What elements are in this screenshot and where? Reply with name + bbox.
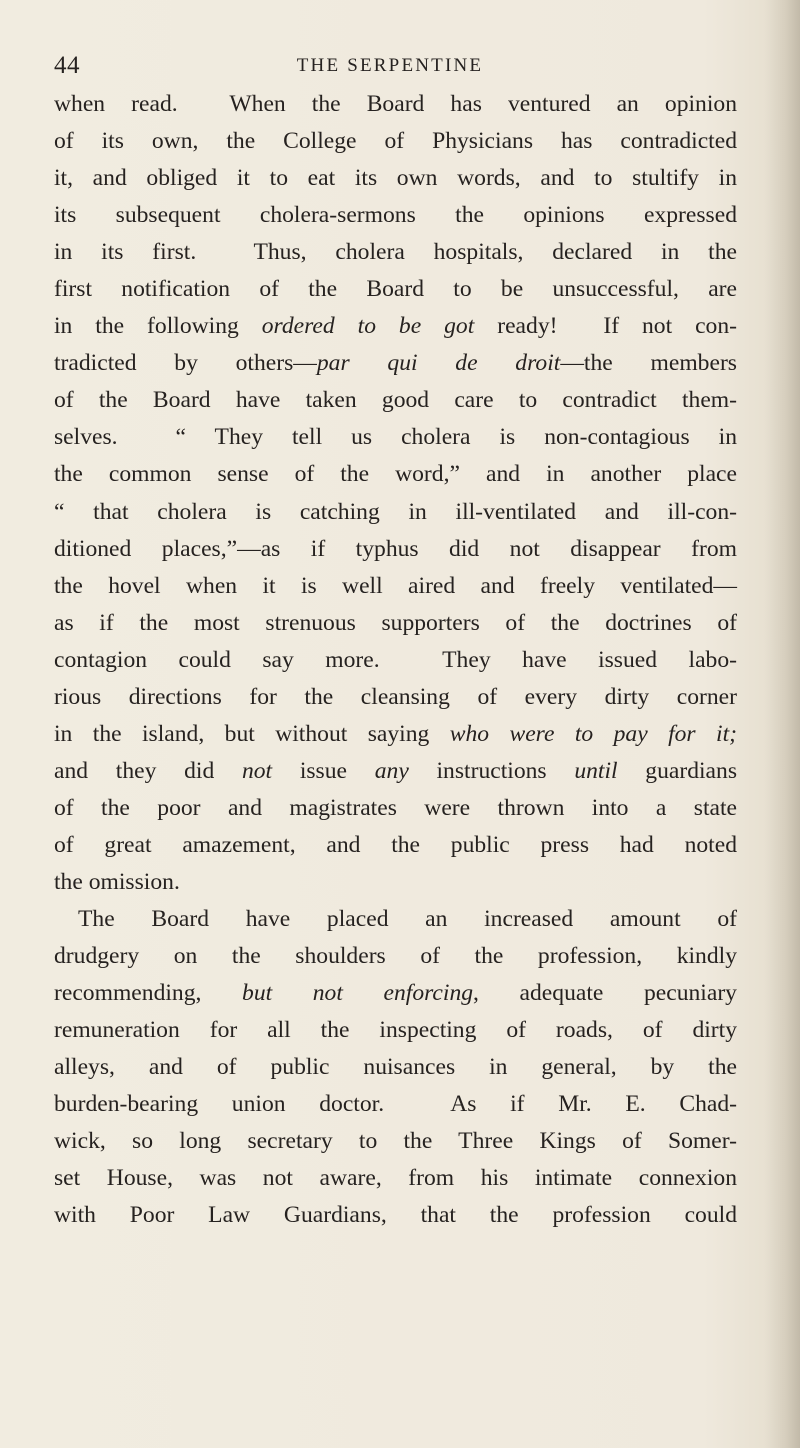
text-line	[54, 234, 737, 271]
paragraph	[54, 901, 737, 1234]
text-run: ditioned places,”—as if typhus did not disappear from	[54, 535, 737, 562]
text-line	[54, 901, 737, 938]
text-run: in its first. Thus, cholera hospitals, declared in the	[54, 239, 737, 266]
text-line	[54, 345, 737, 382]
text-run: drudgery on the shoulders of the profession, kindly	[54, 943, 737, 970]
text-line	[54, 160, 737, 197]
text-run: of great amazement, and the public press had noted	[54, 831, 737, 858]
text-run: “ that cholera is catching in ill-ventilated and ill-con-	[54, 498, 737, 525]
text-line	[54, 975, 737, 1012]
text-run: of the Board have taken good care to contradict them-	[54, 387, 737, 414]
text-line	[54, 938, 737, 975]
text-run: instructions	[408, 757, 575, 784]
italic-phrase: but not enforcing	[242, 980, 474, 1007]
text-run: The Board have placed an increased amount of	[78, 906, 737, 933]
text-run: the common sense of the word,” and in another place	[54, 461, 737, 488]
text-run: of its own, the College of Physicians has contradicted	[54, 128, 737, 155]
text-line	[54, 308, 737, 345]
text-run: with Poor Law Guardians, that the profession could	[54, 1202, 737, 1229]
text-run: contagion could say more. They have issued labo-	[54, 646, 737, 673]
italic-phrase: ordered to be got	[261, 313, 475, 340]
text-run: and they did	[54, 757, 242, 784]
text-run: recommending,	[54, 980, 243, 1007]
text-run: its subsequent cholera-sermons the opinions expressed	[54, 202, 737, 229]
text-line	[54, 86, 737, 123]
text-line	[54, 642, 737, 679]
text-run: remuneration for all the inspecting of roads, of dirty	[54, 1017, 737, 1044]
italic-phrase: any	[374, 757, 409, 784]
text-run: it, and obliged it to eat its own words, and to stultify in	[54, 165, 737, 192]
text-line	[54, 1012, 737, 1049]
italic-phrase: who were to pay for it;	[449, 720, 737, 747]
text-line	[54, 716, 737, 753]
text-run: when read. When the Board has ventured an opinion	[54, 91, 737, 117]
text-line	[54, 679, 737, 716]
text-run: alleys, and of public nuisances in general, by the	[54, 1054, 737, 1081]
text-line	[54, 419, 737, 456]
text-run: in the island, but without saying	[54, 720, 450, 747]
text-line	[54, 1197, 737, 1234]
text-run: in the following	[54, 313, 262, 340]
text-line	[54, 271, 737, 308]
text-line	[54, 568, 737, 605]
italic-phrase: par qui de droit	[316, 350, 561, 377]
text-line	[54, 1086, 737, 1123]
text-line	[54, 1160, 737, 1197]
text-line	[54, 753, 737, 790]
text-line	[54, 494, 737, 531]
page-edge-shadow	[764, 0, 800, 1448]
text-run: , adequate pecuniary	[473, 980, 737, 1007]
text-line	[54, 531, 737, 568]
page-number: 44	[54, 52, 80, 79]
text-run: set House, was not aware, from his intimate connexion	[54, 1165, 737, 1192]
text-line	[54, 605, 737, 642]
text-run: issue	[272, 757, 375, 784]
text-run: ready! If not con-	[474, 313, 738, 340]
text-run: wick, so long secretary to the Three Kings of Somer-	[54, 1128, 737, 1155]
text-line	[54, 1049, 737, 1086]
text-line	[54, 864, 737, 901]
italic-phrase: not	[241, 757, 273, 784]
text-line	[54, 382, 737, 419]
paragraph	[54, 86, 737, 901]
body-text	[54, 86, 737, 1234]
text-line	[54, 827, 737, 864]
text-line	[54, 1123, 737, 1160]
text-line	[54, 790, 737, 827]
text-run: rious directions for the cleansing of every dirty corner	[54, 683, 737, 710]
text-run: guardians	[617, 757, 738, 784]
text-line	[54, 123, 737, 160]
text-run: selves. “ They tell us cholera is non-contagious in	[54, 424, 737, 451]
running-head	[0, 52, 800, 82]
text-run: first notification of the Board to be unsuccessful, are	[54, 276, 737, 303]
text-run: the omission.	[54, 868, 180, 895]
text-run: the hovel when it is well aired and freely ventilated—	[54, 572, 737, 599]
italic-phrase: until	[574, 757, 618, 784]
text-line	[54, 456, 737, 493]
running-title: THE SERPENTINE	[296, 55, 484, 76]
text-run: as if the most strenuous supporters of the doctrines of	[54, 609, 737, 636]
text-run: —the members	[560, 350, 737, 377]
text-run: burden-bearing union doctor. As if Mr. E. Chad-	[54, 1091, 737, 1118]
text-run: of the poor and magistrates were thrown into a state	[54, 794, 737, 821]
text-line	[54, 197, 737, 234]
text-run: tradicted by others—	[54, 350, 317, 377]
